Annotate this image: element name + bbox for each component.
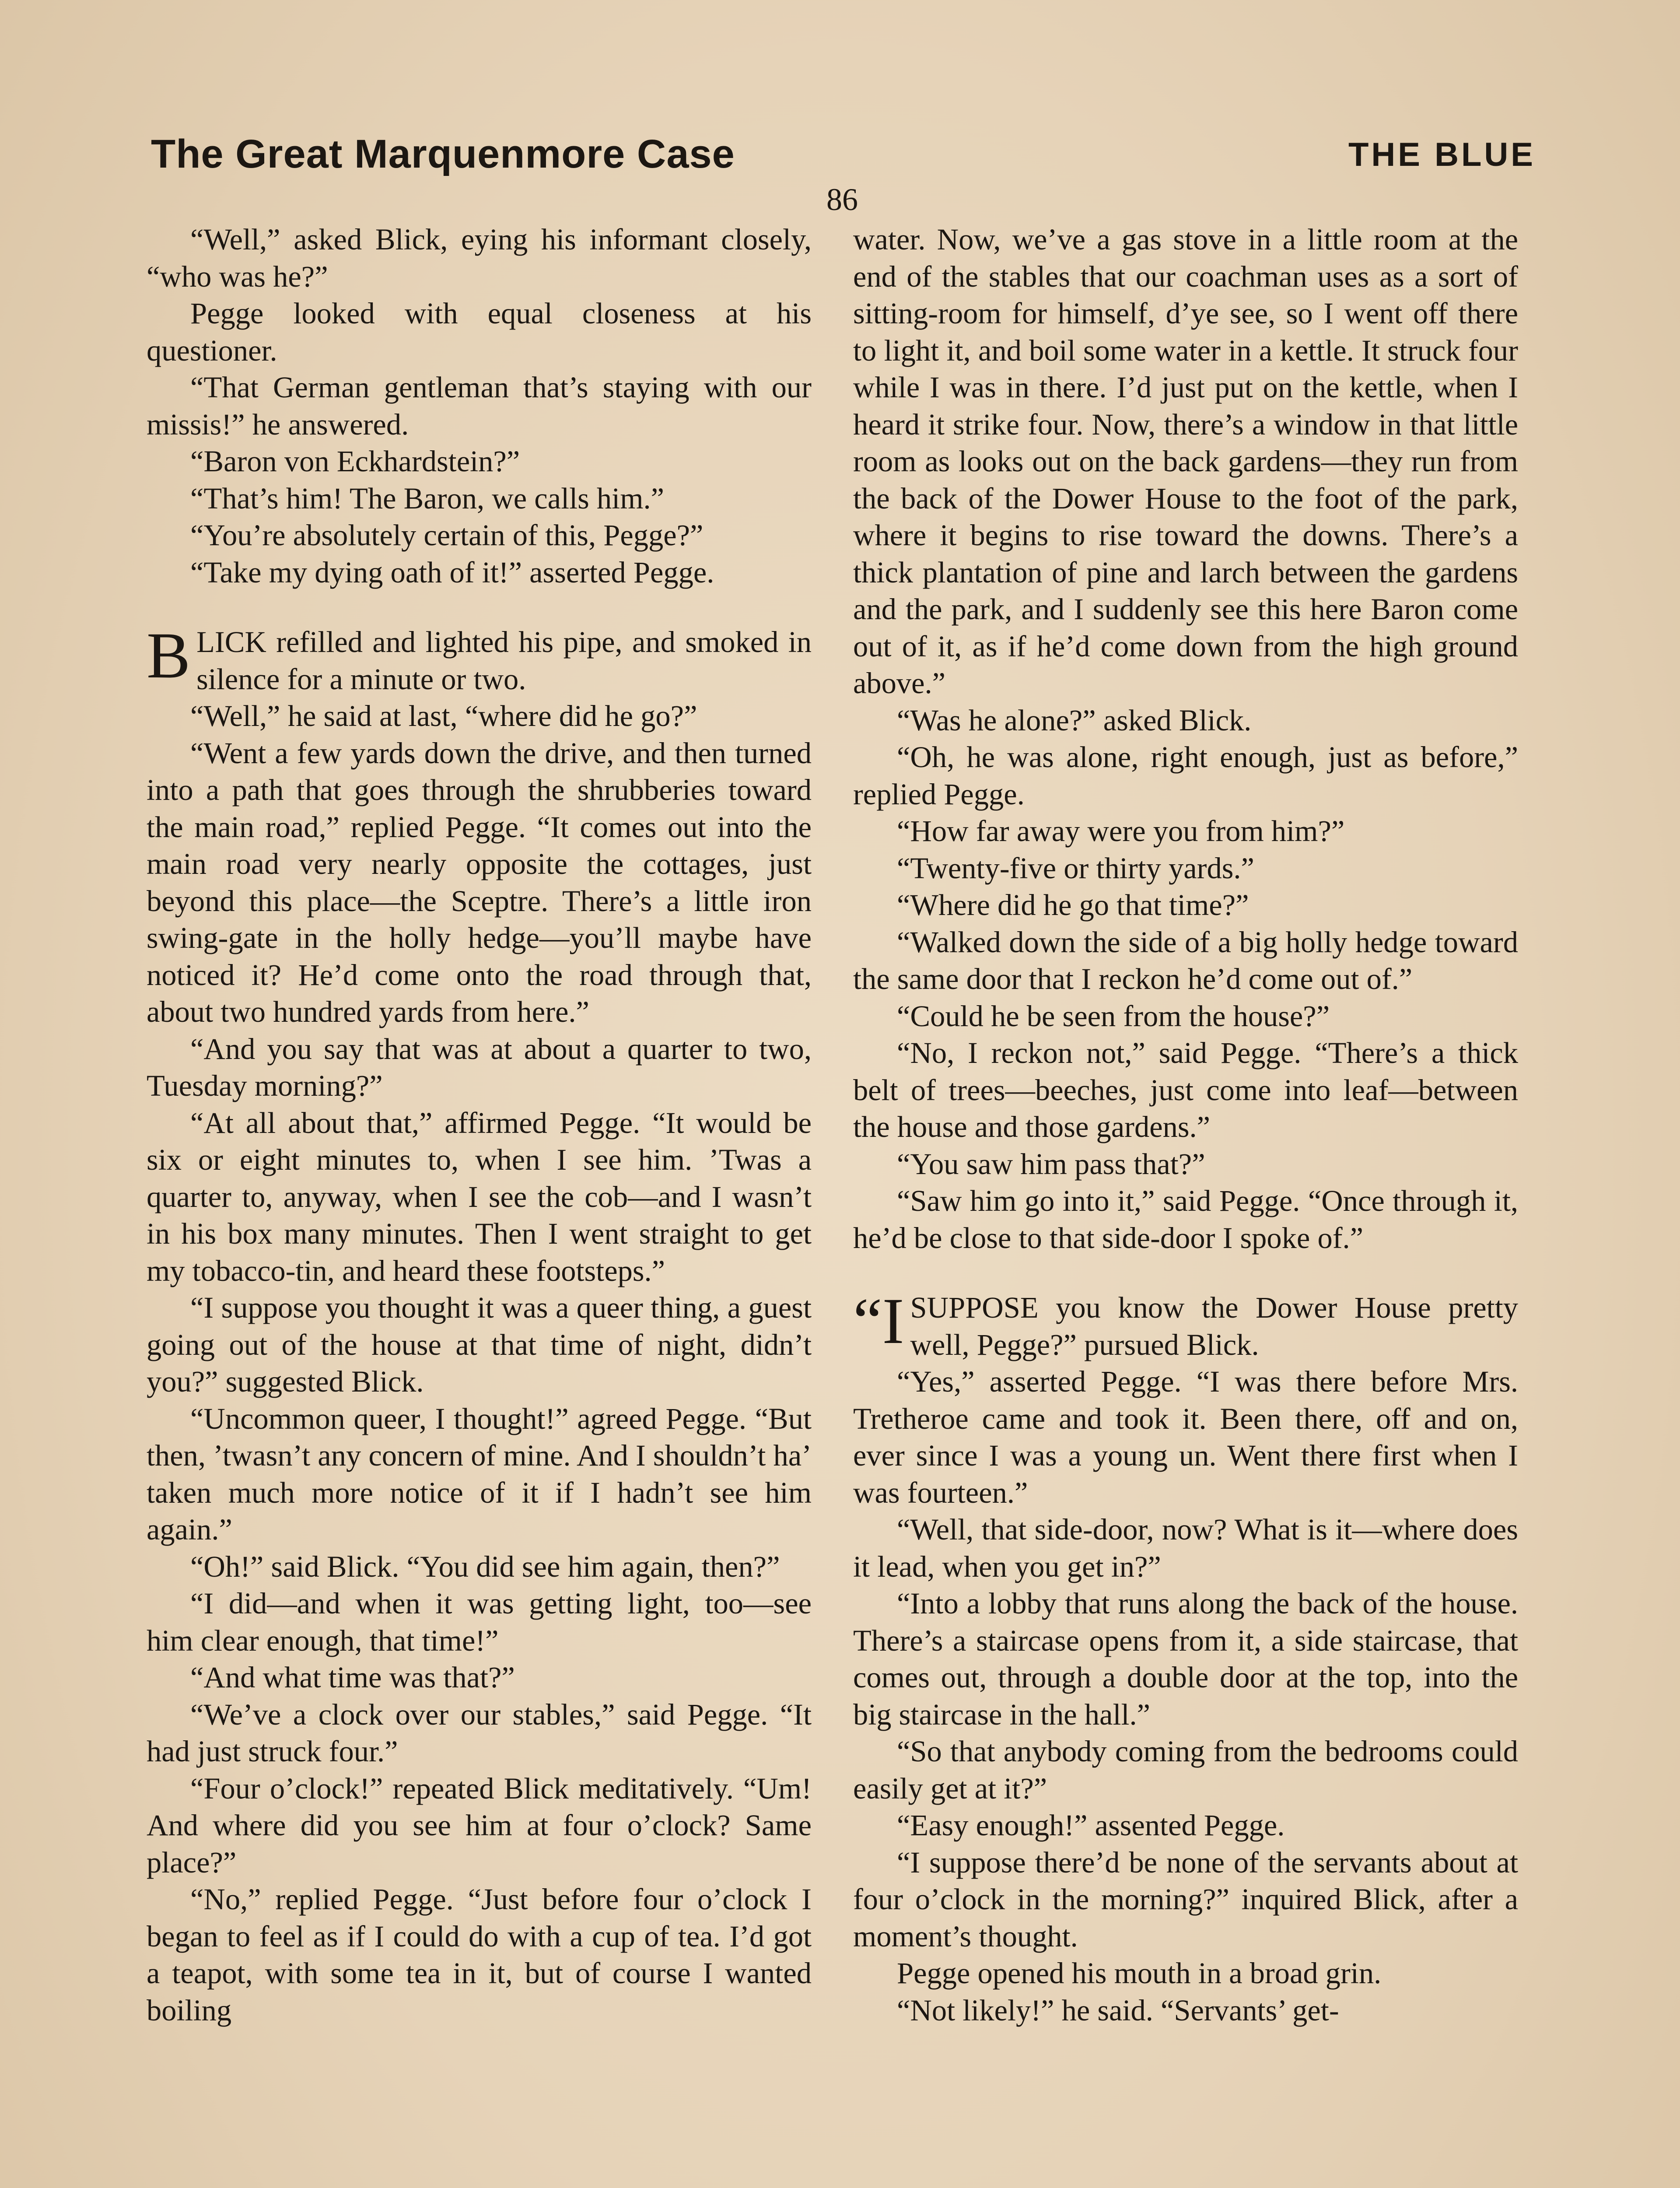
magazine-name: THE BLUE — [1348, 136, 1536, 173]
paragraph — [147, 1659, 812, 1696]
paragraph — [147, 1400, 812, 1548]
paragraph-text: “Walked down the side of a big holly hedge toward the same door that I reckon he’d come out of.” — [853, 925, 1518, 996]
paragraph-text: water. Now, we’ve a gas stove in a little room at the end of the stables that our coachman uses as a sort of sitting-room for himself, d’ye see, so I went off there to light it, and boil some water in a kettle. It struck four while I was in there. I’d just put on the kettle, when I heard it strike four. Now, there’s a window in that little room as looks out on the back gardens—they run from the back of the Dower House to the foot of the park, where it begins to rise toward the downs. There’s a thick plantation of pine and larch between the gardens and the park, and I suddenly see this here Baron come out of it, as if he’d come down from the high ground above.” — [853, 223, 1518, 700]
paragraph — [853, 1182, 1518, 1256]
paragraph — [147, 1696, 812, 1770]
drop-cap: “I — [853, 1285, 904, 1357]
paragraph — [853, 739, 1518, 813]
paragraph-text: “Not likely!” he said. “Servants’ get- — [897, 1993, 1339, 2027]
paragraph-text: “Four o’clock!” repeated Blick meditatively. “Um! And where did you see him at four o’clock? Same place?” — [147, 1771, 812, 1879]
paragraph-text: “Twenty-five or thirty yards.” — [897, 851, 1254, 885]
paragraph — [853, 1363, 1518, 1511]
paragraph-text: “You’re absolutely certain of this, Pegge?” — [190, 519, 704, 552]
left-text-column — [147, 221, 812, 2188]
paragraph-text: LICK refilled and lighted his pipe, and smoked in silence for a minute or two. — [196, 625, 812, 696]
paragraph-text: “No, I reckon not,” said Pegge. “There’s a thick belt of trees—beeches, just come into leaf—between the house and those gardens.” — [853, 1036, 1518, 1143]
paragraph — [147, 480, 812, 517]
paragraph-text: Pegge opened his mouth in a broad grin. — [897, 1957, 1382, 1990]
paragraph — [147, 554, 812, 591]
paragraph-text: “Could he be seen from the house?” — [897, 999, 1330, 1033]
paragraph-text: “Well,” he said at last, “where did he go?” — [190, 699, 697, 733]
paragraph-text: “Was he alone?” asked Blick. — [897, 703, 1252, 737]
paragraph-text: “Baron von Eckhardstein?” — [190, 445, 520, 478]
paragraph — [853, 887, 1518, 924]
paragraph — [147, 1031, 812, 1105]
paragraph — [147, 295, 812, 369]
paragraph-text: “Went a few yards down the drive, and then turned into a path that goes through the shrubberies toward the main road,” replied Pegge. “It comes out into the main road very nearly opposite the cottages, just beyond this place—the Sceptre. There’s a little iron swing-gate in the holly hedge—you’ll maybe have noticed it? He’d come onto the road through that, about two hundred yards from here.” — [147, 736, 812, 1028]
paragraph — [853, 1807, 1518, 1844]
paragraph-text: “Well,” asked Blick, eying his informant closely, “who was he?” — [147, 223, 812, 293]
paragraph-text: “Well, that side-door, now? What is it—where does it lead, when you get in?” — [853, 1513, 1518, 1583]
paragraph — [147, 735, 812, 1031]
paragraph-text: “You saw him pass that?” — [897, 1147, 1205, 1181]
page-number: 86 — [826, 182, 858, 217]
paragraph-text: “I suppose there’d be none of the servants about at four o’clock in the morning?” inquired Blick, after a moment’s thought. — [853, 1845, 1518, 1953]
paragraph — [853, 1585, 1518, 1733]
paragraph-text: “So that anybody coming from the bedrooms could easily get at it?” — [853, 1735, 1518, 1805]
paragraph — [853, 924, 1518, 998]
paragraph-text: “Easy enough!” assented Pegge. — [897, 1809, 1285, 1842]
drop-cap: B — [147, 619, 191, 692]
paragraph — [853, 1955, 1518, 1992]
paragraph-text: “I did—and when it was getting light, too—see him clear enough, that time!” — [147, 1587, 812, 1657]
paragraph-text: “That’s him! The Baron, we calls him.” — [190, 481, 665, 515]
paragraph — [147, 369, 812, 443]
paragraph — [853, 221, 1518, 702]
paragraph — [147, 1770, 812, 1881]
paragraph-text: “Oh!” said Blick. “You did see him again, then?” — [190, 1550, 780, 1583]
paragraph — [853, 1034, 1518, 1146]
paragraph — [853, 813, 1518, 850]
paragraph-text: “Oh, he was alone, right enough, just as before,” replied Pegge. — [853, 740, 1518, 811]
paragraph-text: “I suppose you thought it was a queer thing, a guest going out of the house at that time of night, didn’t you?” suggested Blick. — [147, 1291, 812, 1398]
paragraph-text: “Uncommon queer, I thought!” agreed Pegge. “But then, ’twasn’t any concern of mine. And I shouldn’t ha’ taken much more notice of it if I hadn’t see him again.” — [147, 1402, 812, 1546]
paragraph — [147, 517, 812, 554]
paragraph-text: “How far away were you from him?” — [897, 814, 1345, 848]
paragraph — [853, 702, 1518, 739]
paragraph-text: “Yes,” asserted Pegge. “I was there before Mrs. Tretheroe came and took it. Been there, off and on, ever since I was a young un. Went there first when I was fourteen.” — [853, 1365, 1518, 1509]
paragraph-text: “Take my dying oath of it!” asserted Pegge. — [190, 555, 714, 589]
paragraph-text: “We’ve a clock over our stables,” said Pegge. “It had just struck four.” — [147, 1697, 812, 1768]
paragraph-text: “Into a lobby that runs along the back of the house. There’s a staircase opens from it, a side staircase, that comes out, through a double door at the top, into the big staircase in the hall.” — [853, 1587, 1518, 1731]
paragraph — [147, 1881, 812, 2029]
paragraph — [853, 1511, 1518, 1585]
paragraph — [853, 1285, 1518, 1363]
paragraph-text: “Where did he go that time?” — [897, 888, 1249, 922]
paragraph-text: “At all about that,” affirmed Pegge. “It would be six or eight minutes to, when I see him. ’Twas a quarter to, anyway, when I see the cob—and I wasn’t in his box many minutes. Then I went straight to get my tobacco-tin, and heard these footsteps.” — [147, 1106, 812, 1287]
paragraph — [147, 1289, 812, 1400]
paragraph-text: “No,” replied Pegge. “Just before four o’clock I began to feel as if I could do with a cup of tea. I’d got a teapot, with some tea in it, but of course I wanted boiling — [147, 1883, 812, 2027]
paragraph — [853, 1733, 1518, 1807]
paragraph — [147, 1548, 812, 1585]
paragraph — [147, 221, 812, 295]
right-text-column — [853, 221, 1518, 2188]
paragraph — [853, 1146, 1518, 1183]
paragraph-text: Pegge looked with equal closeness at his questioner. — [147, 297, 812, 367]
story-title: The Great Marquenmore Case — [151, 132, 735, 176]
paragraph — [853, 1844, 1518, 1955]
paragraph-text: “Saw him go into it,” said Pegge. “Once through it, he’d be close to that side-door I spoke of.” — [853, 1184, 1518, 1255]
paragraph-text: “That German gentleman that’s staying with our missis!” he answered. — [147, 371, 812, 441]
paragraph-text: SUPPOSE you know the Dower House pretty well, Pegge?” pursued Blick. — [910, 1291, 1518, 1361]
paragraph-text: “And what time was that?” — [190, 1661, 515, 1694]
paragraph-text: “And you say that was at about a quarter to two, Tuesday morning?” — [147, 1032, 812, 1102]
paragraph — [147, 698, 812, 735]
paragraph — [853, 850, 1518, 887]
running-head — [151, 127, 1536, 188]
paragraph — [147, 443, 812, 480]
paragraph — [147, 619, 812, 698]
paragraph — [147, 1105, 812, 1290]
paragraph — [853, 1992, 1518, 2029]
paragraph — [853, 998, 1518, 1035]
paragraph — [147, 1585, 812, 1659]
